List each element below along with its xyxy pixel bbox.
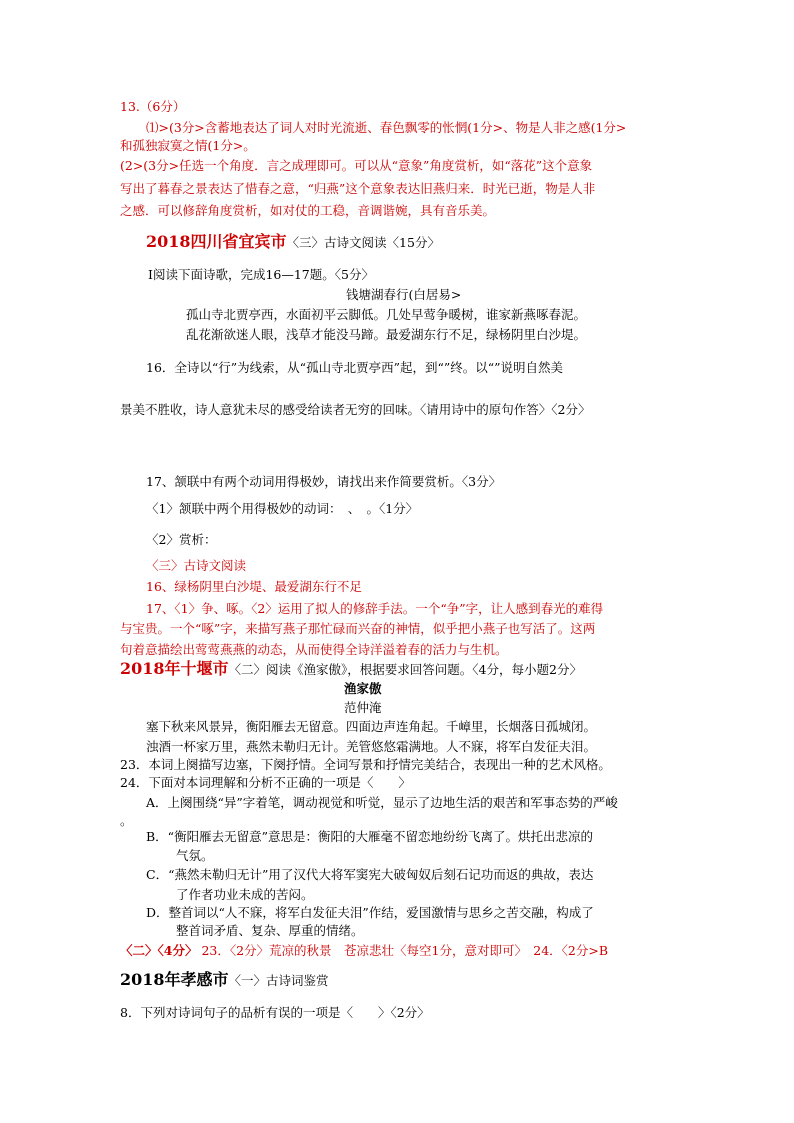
yibin-answer17-line1: 17、〈1〉争、啄。〈2〉运用了拟人的修辞手法。一个“争”字，让人感到春光的难得	[146, 601, 604, 616]
shiyan-answer	[120, 942, 608, 960]
q16-line1: 16．全诗以“行”为线索，从“孤山寺北贾亭西”起，到“”终。以“”说明自然美	[146, 360, 564, 375]
q8-prompt: 8．下列对诗词句子的品析有误的一项是〈 〉〈2分〉	[120, 1005, 430, 1020]
q13-answer1-line2: 和孤独寂寞之情(1分>。	[120, 138, 256, 153]
q24-prompt: 24．下面对本词理解和分析不正确的一项是〈 〉	[120, 775, 411, 790]
q13-header: 13.（6分）	[120, 99, 186, 114]
yibin-city: 2018四川省宜宾市	[146, 232, 287, 251]
yibin-answer17-line2: 与宝贵。一个“啄”字，来描写燕子那忙碌而兴奋的神情，似乎把小燕子也写活了。这两	[120, 621, 596, 636]
shiyan-poem-author: 范仲淹	[344, 700, 382, 715]
xiaogan-city: 2018年孝感市	[120, 970, 229, 989]
q13-answer1-line1: ⑴>(3分>含蓄地表达了词人对时光流逝、春色飘零的怅惘(1分>、物是人非之感(1分>	[146, 120, 627, 135]
yibin-poem-line1: 孤山寺北贾亭西，水面初平云脚低。几处早莺争暖树，谁家新燕啄春泥。	[186, 307, 587, 322]
shiyan-city: 2018年十堰市	[120, 659, 229, 678]
q13-answer2-line2: 写出了暮春之景表达了惜春之意，“归燕”这个意象表达旧燕归来．时光已逝，物是人非	[120, 181, 596, 196]
yibin-poem-line2: 乱花渐欲迷人眼，浅草才能没马蹄。最爱湖东行不足，绿杨阴里白沙堤。	[186, 327, 587, 342]
q13-answer2-line1: (2>(3分>任选一个角度．言之成理即可。可以从“意象”角度赏析，如“落花”这个意象	[120, 158, 593, 173]
shiyan-poem-line1: 塞下秋来风景异，衡阳雁去无留意。四面边声连角起。千嶂里，长烟落日孤城闭。	[146, 719, 597, 734]
q24-option-d-line2: 整首词矛盾、复杂、厚重的情绪。	[176, 923, 364, 938]
q24-option-b-line1: B．“衡阳雁去无留意”意思是：衡阳的大雁毫不留恋地纷纷飞离了。烘托出悲凉的	[146, 829, 593, 844]
q17-part1: 〈1〉颔联中两个用得极妙的动词： 、 。〈1分〉	[146, 501, 419, 516]
shiyan-section: 〈二〉阅读《渔家傲》，根据要求回答问题。〈4分，每小题2分〉	[228, 662, 582, 677]
shiyan-poem-line2: 浊酒一杯家万里，燕然未勒归无计。羌管悠悠霜满地。人不寐，将军白发征夫泪。	[146, 739, 597, 754]
yibin-answer16: 16、绿杨阴里白沙堤、最爱湖东行不足	[146, 579, 362, 594]
q24-option-a-line2: 。	[120, 813, 133, 828]
q24-option-c-line1: C．“燕然未勒归无计”用了汉代大将军窦宪大破匈奴后刻石记功而返的典故，表达	[146, 867, 594, 882]
q16-line2: 景美不胜收，诗人意犹未尽的感受给读者无穷的回味。〈请用诗中的原句作答〉〈2分〉	[120, 402, 591, 417]
shiyan-poem-title: 渔家傲	[344, 681, 382, 696]
yibin-heading	[146, 233, 440, 252]
q17-part2: 〈2〉赏析：	[146, 532, 217, 547]
q24-option-d-line1: D．整首词以“人不寐，将军白发征夫泪”作结，爱国激情与思乡之苦交融，构成了	[146, 905, 594, 920]
q24-option-c-line2: 了作者功业未成的苦闷。	[176, 887, 314, 902]
yibin-answer17-line3: 句着意描绘出莺莺燕燕的动态，从而使得全诗洋溢着春的活力与生机。	[120, 642, 508, 657]
shiyan-heading	[120, 660, 582, 679]
yibin-section: 〈三〉古诗文阅读〈15分〉	[286, 235, 440, 250]
yibin-answer-heading: 〈三〉古诗文阅读	[146, 558, 247, 573]
yibin-poem-title: 钱塘湖春行(白居易>	[346, 287, 462, 302]
shiyan-answer-text: 23．〈2分〉荒凉的秋景 苍凉悲壮〈每空1分，意对即可〉 24．〈2分>B	[201, 943, 609, 958]
q24-option-a-line1: A．上阕围绕“异”字着笔，调动视觉和听觉，显示了边地生活的艰苦和军事态势的严峻	[146, 795, 618, 810]
q13-answer2-line3: 之感．可以修辞角度赏析，如对仗的工稳，音调谐婉，具有音乐美。	[120, 203, 496, 218]
q23-prompt: 23．本词上阕描写边塞，下阕抒情。全词写景和抒情完美结合，表现出一种的艺术风格。	[120, 757, 611, 772]
q17-prompt: 17、颔联中有两个动词用得极妙，请找出来作简要赏析。〈3分〉	[146, 474, 502, 489]
xiaogan-section: 〈一〉古诗词鉴赏	[228, 973, 329, 988]
xiaogan-heading	[120, 971, 329, 990]
shiyan-answer-heading: 〈二〉〈4分〉	[120, 943, 198, 958]
yibin-intro: Ⅰ阅读下面诗歌，完成16—17题。〈5分〉	[148, 267, 374, 282]
q24-option-b-line2: 气氛。	[176, 848, 214, 863]
